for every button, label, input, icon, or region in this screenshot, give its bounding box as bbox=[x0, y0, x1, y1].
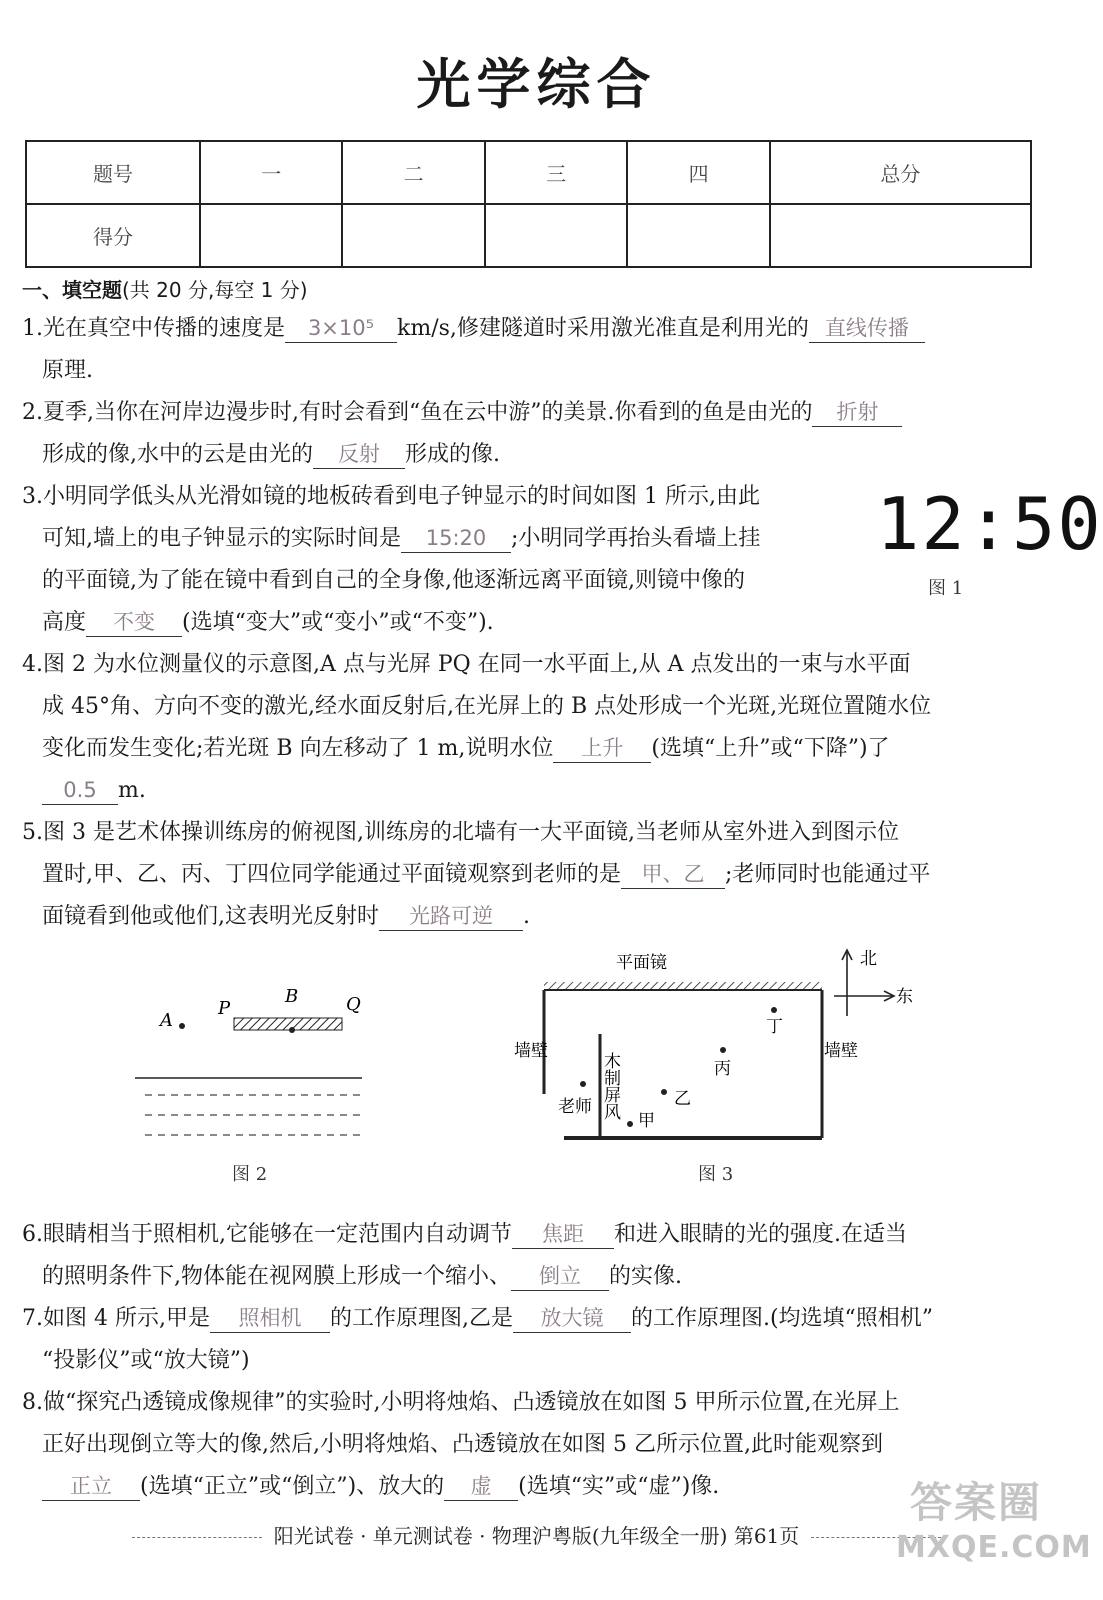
table-cell: 三 bbox=[485, 141, 627, 204]
answer-blank[interactable]: 甲、乙 bbox=[621, 860, 725, 889]
student-yi-dot bbox=[661, 1089, 667, 1095]
score-table-score-row bbox=[26, 204, 1031, 267]
wooden-screen-label: 木制屏风 bbox=[600, 1052, 620, 1120]
question-4-line-2: 成 45°角、方向不变的激光,经水面反射后,在光屏上的 B 点处形成一个光斑,光斑位置随水位 bbox=[42, 694, 932, 719]
question-text: (选填“实”或“虚”)像. bbox=[518, 1474, 720, 1499]
teacher-dot bbox=[580, 1081, 586, 1087]
figure-3-room-top-view bbox=[500, 944, 930, 1154]
question-7-line-2: “投影仪”或“放大镜”) bbox=[42, 1348, 250, 1373]
question-text: 6.眼睛相当于照相机,它能够在一定范围内自动调节 bbox=[22, 1222, 512, 1247]
score-cell[interactable] bbox=[627, 204, 769, 267]
label-a: A bbox=[160, 1010, 173, 1031]
answer-blank[interactable]: 放大镜 bbox=[513, 1304, 631, 1333]
question-text: ;小明同学再抬头看墙上挂 bbox=[511, 526, 761, 551]
question-8-line-2: 正好出现倒立等大的像,然后,小明将烛焰、凸透镜放在如图 5 乙所示位置,此时能观察到 bbox=[42, 1432, 883, 1457]
answer-blank[interactable]: 倒立 bbox=[511, 1262, 609, 1291]
page-title: 光学综合 bbox=[416, 53, 657, 116]
student-bing-dot bbox=[720, 1047, 726, 1053]
question-text: 的照明条件下,物体能在视网膜上形成一个缩小、 bbox=[42, 1264, 511, 1289]
question-text: 的工作原理图.(均选填“照相机” bbox=[630, 1306, 934, 1331]
question-5-line-1: 5.图 3 是艺术体操训练房的俯视图,训练房的北墙有一大平面镜,当老师从室外进入到图示位 bbox=[22, 820, 899, 845]
score-cell[interactable] bbox=[342, 204, 484, 267]
figure-2-caption: 图 2 bbox=[232, 1164, 268, 1185]
question-text: 置时,甲、乙、丙、丁四位同学能通过平面镜观察到老师的是 bbox=[42, 862, 621, 887]
question-3-line-3: 的平面镜,为了能在镜中看到自己的全身像,他逐渐远离平面镜,则镜中像的 bbox=[42, 568, 745, 593]
watermark-sub-text: MXQE.COM bbox=[896, 1530, 1092, 1565]
figure-1-caption: 图 1 bbox=[928, 578, 964, 599]
table-cell: 一 bbox=[200, 141, 342, 204]
question-text: 2.夏季,当你在河岸边漫步时,有时会看到“鱼在云中游”的美景.你看到的鱼是由光的 bbox=[22, 400, 813, 425]
question-text: 7.如图 4 所示,甲是 bbox=[22, 1306, 210, 1331]
question-text: . bbox=[523, 904, 530, 929]
table-cell: 四 bbox=[627, 141, 769, 204]
student-ding-dot bbox=[771, 1007, 777, 1013]
answer-blank[interactable]: 不变 bbox=[86, 608, 182, 637]
score-cell[interactable] bbox=[200, 204, 342, 267]
answer-blank[interactable]: 焦距 bbox=[512, 1220, 614, 1249]
question-text: 和进入眼睛的光的强度.在适当 bbox=[614, 1222, 907, 1247]
student-ding-label: 丁 bbox=[766, 1017, 783, 1037]
answer-blank[interactable]: 0.5 bbox=[42, 776, 118, 805]
question-text: 的工作原理图,乙是 bbox=[329, 1306, 513, 1331]
section-heading bbox=[22, 274, 308, 303]
answer-blank[interactable]: 反射 bbox=[313, 440, 405, 469]
label-p: P bbox=[218, 998, 231, 1019]
question-text: 变化而发生变化;若光斑 B 向左移动了 1 m,说明水位 bbox=[42, 736, 554, 761]
north-label: 北 bbox=[860, 949, 877, 969]
answer-blank[interactable]: 3×10⁵ bbox=[285, 314, 397, 343]
student-jia-dot bbox=[627, 1121, 633, 1127]
figure-3-caption: 图 3 bbox=[698, 1164, 734, 1185]
footer-text: 阳光试卷 · 单元测试卷 · 物理沪粤版(九年级全一册) 第61页 bbox=[273, 1524, 800, 1548]
question-text: 的实像. bbox=[609, 1264, 682, 1289]
question-text: 可知,墙上的电子钟显示的实际时间是 bbox=[42, 526, 401, 551]
question-text: (选填“变大”或“变小”或“不变”). bbox=[182, 610, 494, 635]
question-1-line-1 bbox=[22, 314, 925, 344]
student-bing-label: 丙 bbox=[714, 1059, 731, 1079]
question-text: 面镜看到他或他们,这表明光反射时 bbox=[42, 904, 379, 929]
question-2-line-2 bbox=[42, 440, 500, 470]
section-name: 一、填空题 bbox=[22, 278, 122, 302]
answer-blank[interactable]: 折射 bbox=[812, 398, 902, 427]
digital-clock-figure: 12:50 bbox=[876, 482, 1103, 566]
question-4-line-3 bbox=[42, 734, 890, 764]
answer-blank[interactable]: 照相机 bbox=[210, 1304, 330, 1333]
table-cell: 得分 bbox=[26, 204, 200, 267]
score-cell[interactable] bbox=[485, 204, 627, 267]
watermark-main-text: 答案圈 bbox=[909, 1478, 1042, 1527]
score-table-header-row bbox=[26, 141, 1031, 204]
answer-blank[interactable]: 虚 bbox=[444, 1472, 518, 1501]
question-1-line-2: 原理. bbox=[42, 358, 93, 383]
score-table bbox=[25, 140, 1032, 268]
point-a bbox=[179, 1023, 185, 1029]
table-cell: 二 bbox=[342, 141, 484, 204]
label-q: Q bbox=[346, 994, 361, 1015]
question-text: m. bbox=[118, 778, 146, 803]
question-text: km/s,修建隧道时采用激光准直是利用光的 bbox=[397, 316, 809, 341]
question-text: 形成的像. bbox=[405, 442, 500, 467]
mirror-label: 平面镜 bbox=[616, 953, 667, 973]
question-text: (选填“上升”或“下降”)了 bbox=[651, 736, 890, 761]
question-7-line-1 bbox=[22, 1304, 933, 1334]
answer-blank[interactable]: 上升 bbox=[553, 734, 651, 763]
table-cell: 总分 bbox=[770, 141, 1031, 204]
answer-blank[interactable]: 光路可逆 bbox=[379, 902, 523, 931]
left-wall-label: 墙壁 bbox=[514, 1041, 548, 1061]
question-4-line-1: 4.图 2 为水位测量仪的示意图,A 点与光屏 PQ 在同一水平面上,从 A 点发出的一束与水平面 bbox=[22, 652, 911, 677]
teacher-label: 老师 bbox=[558, 1097, 592, 1117]
figure-2-water-level-diagram bbox=[120, 980, 380, 1150]
light-screen-pq bbox=[234, 1018, 342, 1030]
student-yi-label: 乙 bbox=[674, 1089, 691, 1109]
question-text: 高度 bbox=[42, 610, 87, 635]
question-text: 形成的像,水中的云是由光的 bbox=[42, 442, 313, 467]
section-note: (共 20 分,每空 1 分) bbox=[122, 278, 308, 302]
label-b: B bbox=[285, 986, 299, 1007]
student-jia-label: 甲 bbox=[638, 1111, 655, 1131]
question-6-line-2 bbox=[42, 1262, 682, 1292]
point-b bbox=[289, 1027, 295, 1033]
question-text: (选填“正立”或“倒立”)、放大的 bbox=[140, 1474, 445, 1499]
question-3-line-4 bbox=[42, 608, 494, 638]
answer-blank[interactable]: 15:20 bbox=[401, 524, 511, 553]
question-3-line-1: 3.小明同学低头从光滑如镜的地板砖看到电子钟显示的时间如图 1 所示,由此 bbox=[22, 484, 760, 509]
question-text: ;老师同时也能通过平 bbox=[725, 862, 931, 887]
answer-blank[interactable]: 正立 bbox=[42, 1472, 140, 1501]
question-text: 1.光在真空中传播的速度是 bbox=[22, 316, 285, 341]
mirror-hatch bbox=[544, 982, 822, 990]
question-2-line-1 bbox=[22, 398, 902, 428]
watermark-logo bbox=[896, 1470, 1092, 1580]
question-8-line-1: 8.做“探究凸透镜成像规律”的实验时,小明将烛焰、凸透镜放在如图 5 甲所示位置,在光屏上 bbox=[22, 1390, 900, 1415]
question-3-line-2 bbox=[42, 524, 760, 554]
question-4-line-4 bbox=[42, 776, 146, 806]
question-8-line-3 bbox=[42, 1472, 719, 1502]
question-5-line-3 bbox=[42, 902, 530, 932]
score-cell[interactable] bbox=[770, 204, 1031, 267]
question-6-line-1 bbox=[22, 1220, 907, 1250]
question-5-line-2 bbox=[42, 860, 930, 890]
east-label: 东 bbox=[896, 987, 913, 1007]
answer-blank[interactable]: 直线传播 bbox=[809, 314, 925, 343]
table-cell: 题号 bbox=[26, 141, 200, 204]
right-wall-label: 墙壁 bbox=[824, 1041, 858, 1061]
